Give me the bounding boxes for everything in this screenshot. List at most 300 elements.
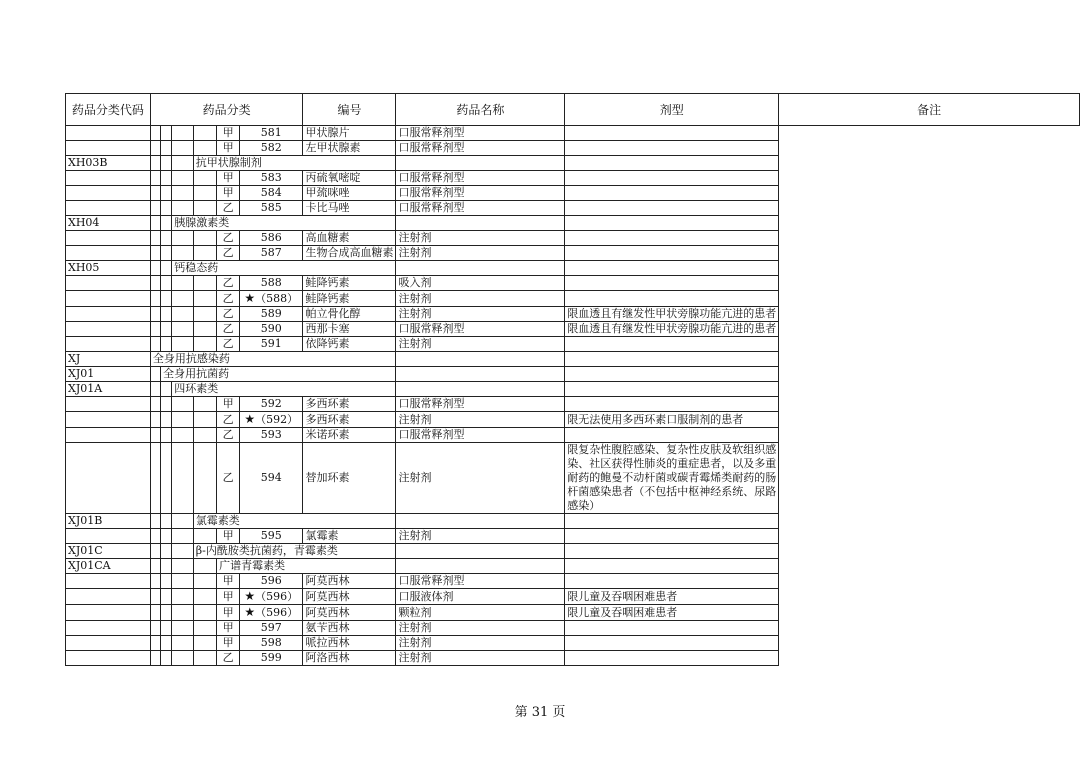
dosage-form: 口服常释剂型 — [396, 397, 565, 412]
code-cell — [66, 443, 151, 514]
indent-cell — [193, 186, 216, 201]
drug-number: 583 — [260, 171, 282, 184]
header-drug-name: 药品名称 — [396, 94, 565, 126]
remark-text — [565, 291, 779, 307]
drug-number: 593 — [260, 428, 282, 441]
code-cell — [66, 636, 151, 651]
indent-cell — [150, 621, 160, 636]
drug-number: 581 — [260, 126, 282, 139]
drug-name: 帕立骨化醇 — [303, 307, 396, 322]
dosage-form: 注射剂 — [396, 337, 565, 352]
code-cell — [66, 589, 151, 605]
grade-cell: 乙 — [217, 307, 240, 322]
indent-cell — [150, 261, 160, 276]
indent-cell — [150, 171, 160, 186]
dosage-form: 口服常释剂型 — [396, 322, 565, 337]
header-category: 药品分类 — [150, 94, 303, 126]
dosage-form: 注射剂 — [396, 412, 565, 428]
indent-cell — [150, 636, 160, 651]
indent-cell — [193, 141, 216, 156]
remark-cell — [565, 544, 779, 559]
remark-cell — [565, 216, 779, 231]
indent-cell — [193, 231, 216, 246]
number-cell — [240, 276, 303, 291]
indent-cell — [172, 322, 194, 337]
drug-row — [66, 605, 1080, 621]
indent-cell — [150, 291, 160, 307]
remark-text: 限无法使用多西环素口服制剂的患者 — [565, 412, 779, 428]
drug-number: 595 — [260, 529, 282, 542]
indent-cell — [150, 529, 160, 544]
dosage-form: 口服液体剂 — [396, 589, 565, 605]
indent-cell — [172, 651, 194, 666]
category-code: XH03B — [66, 156, 151, 171]
drug-row — [66, 126, 1080, 141]
drug-number: （592） — [255, 413, 299, 426]
drug-name: 卡比马唑 — [303, 201, 396, 216]
number-cell — [240, 443, 303, 514]
drug-row — [66, 428, 1080, 443]
indent-cell — [161, 514, 172, 529]
indent-cell — [172, 559, 194, 574]
star-icon: ★ — [244, 412, 256, 426]
category-code: XJ01 — [66, 367, 151, 382]
dosage-form: 吸入剂 — [396, 276, 565, 291]
indent-cell — [161, 186, 172, 201]
indent-cell — [172, 636, 194, 651]
remark-text — [565, 529, 779, 544]
category-code: XJ — [66, 352, 151, 367]
indent-cell — [150, 337, 160, 352]
indent-cell — [161, 171, 172, 186]
indent-cell — [172, 156, 194, 171]
grade-cell: 乙 — [217, 651, 240, 666]
drug-name: 高血糖素 — [303, 231, 396, 246]
remark-text: 限血透且有继发性甲状旁腺功能亢进的患者 — [565, 307, 779, 322]
indent-cell — [161, 428, 172, 443]
drug-name: 多西环素 — [303, 412, 396, 428]
indent-cell — [193, 276, 216, 291]
code-cell — [66, 529, 151, 544]
code-cell — [66, 605, 151, 621]
indent-cell — [193, 529, 216, 544]
remark-text: 限复杂性腹腔感染、复杂性皮肤及软组织感染、社区获得性肺炎的重症患者，以及多重耐药的鲍曼不动杆菌或碳青霉烯类耐药的肠杆菌感染患者（不包括中枢神经系统、尿路感染） — [565, 443, 779, 514]
indent-cell — [172, 141, 194, 156]
grade-cell: 甲 — [217, 171, 240, 186]
indent-cell — [172, 171, 194, 186]
number-cell — [240, 397, 303, 412]
dosage-cell — [396, 261, 565, 276]
indent-cell — [150, 216, 160, 231]
category-code: XJ01C — [66, 544, 151, 559]
category-code: XJ01CA — [66, 559, 151, 574]
dosage-form: 口服常释剂型 — [396, 126, 565, 141]
drug-row — [66, 636, 1080, 651]
indent-cell — [193, 605, 216, 621]
drug-name: 甲巯咪唑 — [303, 186, 396, 201]
star-icon: ★ — [244, 605, 256, 619]
category-label: 抗甲状腺制剂 — [193, 156, 396, 171]
dosage-cell — [396, 559, 565, 574]
grade-cell: 乙 — [217, 201, 240, 216]
indent-cell — [161, 636, 172, 651]
dosage-form: 颗粒剂 — [396, 605, 565, 621]
drug-row — [66, 291, 1080, 307]
remark-cell — [565, 382, 779, 397]
grade-cell: 甲 — [217, 574, 240, 589]
drug-name: 阿莫西林 — [303, 574, 396, 589]
code-cell — [66, 186, 151, 201]
category-row — [66, 382, 1080, 397]
code-cell — [66, 412, 151, 428]
remark-cell — [565, 261, 779, 276]
drug-name: 阿莫西林 — [303, 605, 396, 621]
dosage-cell — [396, 382, 565, 397]
number-cell — [240, 126, 303, 141]
indent-cell — [172, 246, 194, 261]
star-icon: ★ — [244, 589, 256, 603]
drug-row — [66, 397, 1080, 412]
indent-cell — [193, 126, 216, 141]
number-cell — [240, 428, 303, 443]
dosage-form: 口服常释剂型 — [396, 428, 565, 443]
drug-row — [66, 574, 1080, 589]
category-row — [66, 544, 1080, 559]
indent-cell — [193, 337, 216, 352]
remark-text — [565, 574, 779, 589]
indent-cell — [172, 276, 194, 291]
drug-row — [66, 276, 1080, 291]
grade-cell: 乙 — [217, 337, 240, 352]
drug-number: 586 — [260, 231, 282, 244]
category-code: XH04 — [66, 216, 151, 231]
number-cell — [240, 574, 303, 589]
drug-row — [66, 529, 1080, 544]
indent-cell — [172, 428, 194, 443]
number-cell — [240, 589, 303, 605]
indent-cell — [193, 443, 216, 514]
dosage-form: 口服常释剂型 — [396, 201, 565, 216]
indent-cell — [150, 605, 160, 621]
drug-number: 597 — [260, 621, 282, 634]
code-cell — [66, 337, 151, 352]
grade-cell: 甲 — [217, 186, 240, 201]
drug-row — [66, 621, 1080, 636]
drug-row — [66, 201, 1080, 216]
indent-cell — [161, 291, 172, 307]
indent-cell — [193, 621, 216, 636]
drug-name: 米诺环素 — [303, 428, 396, 443]
indent-cell — [172, 126, 194, 141]
drug-name: 鲑降钙素 — [303, 291, 396, 307]
number-cell — [240, 605, 303, 621]
code-cell — [66, 201, 151, 216]
indent-cell — [150, 307, 160, 322]
remark-cell — [565, 156, 779, 171]
indent-cell — [150, 382, 160, 397]
dosage-form: 注射剂 — [396, 621, 565, 636]
indent-cell — [150, 412, 160, 428]
page-number: 第 31 页 — [514, 705, 566, 720]
indent-cell — [193, 559, 216, 574]
category-label: 氯霉素类 — [193, 514, 396, 529]
drug-number: 591 — [260, 337, 282, 350]
indent-cell — [161, 261, 172, 276]
drug-row — [66, 322, 1080, 337]
indent-cell — [172, 589, 194, 605]
indent-cell — [161, 307, 172, 322]
indent-cell — [193, 412, 216, 428]
indent-cell — [161, 337, 172, 352]
indent-cell — [172, 412, 194, 428]
indent-cell — [150, 544, 160, 559]
indent-cell — [161, 231, 172, 246]
drug-number: 588 — [260, 276, 282, 289]
grade-cell: 甲 — [217, 529, 240, 544]
remark-text: 限血透且有继发性甲状旁腺功能亢进的患者 — [565, 322, 779, 337]
number-cell — [240, 201, 303, 216]
remark-cell — [565, 367, 779, 382]
indent-cell — [193, 397, 216, 412]
code-cell — [66, 397, 151, 412]
indent-cell — [193, 322, 216, 337]
header-dosage-form: 剂型 — [565, 94, 779, 126]
drug-name: 西那卡塞 — [303, 322, 396, 337]
code-cell — [66, 651, 151, 666]
remark-text: 限儿童及吞咽困难患者 — [565, 589, 779, 605]
header-number: 编号 — [303, 94, 396, 126]
code-cell — [66, 621, 151, 636]
category-code: XJ01B — [66, 514, 151, 529]
grade-cell: 甲 — [217, 589, 240, 605]
indent-cell — [172, 443, 194, 514]
indent-cell — [150, 651, 160, 666]
drug-number: （596） — [255, 590, 299, 603]
category-label: 全身用抗菌药 — [161, 367, 396, 382]
indent-cell — [193, 291, 216, 307]
code-cell — [66, 141, 151, 156]
indent-cell — [150, 428, 160, 443]
drug-row — [66, 443, 1080, 514]
grade-cell: 甲 — [217, 605, 240, 621]
dosage-form: 注射剂 — [396, 529, 565, 544]
dosage-cell — [396, 367, 565, 382]
drug-name: 左甲状腺素 — [303, 141, 396, 156]
indent-cell — [161, 141, 172, 156]
remark-text — [565, 141, 779, 156]
category-label: β-内酰胺类抗菌药，青霉素类 — [193, 544, 396, 559]
drug-row — [66, 307, 1080, 322]
remark-cell — [565, 352, 779, 367]
dosage-form: 口服常释剂型 — [396, 171, 565, 186]
dosage-form: 注射剂 — [396, 246, 565, 261]
indent-cell — [161, 651, 172, 666]
grade-cell: 乙 — [217, 246, 240, 261]
dosage-form: 注射剂 — [396, 636, 565, 651]
indent-cell — [161, 156, 172, 171]
number-cell — [240, 636, 303, 651]
drug-number: 585 — [260, 201, 282, 214]
indent-cell — [150, 397, 160, 412]
drug-name: 依降钙素 — [303, 337, 396, 352]
indent-cell — [161, 322, 172, 337]
indent-cell — [172, 529, 194, 544]
drug-row — [66, 651, 1080, 666]
number-cell — [240, 291, 303, 307]
code-cell — [66, 231, 151, 246]
indent-cell — [161, 397, 172, 412]
number-cell — [240, 141, 303, 156]
remark-text — [565, 126, 779, 141]
drug-row — [66, 231, 1080, 246]
number-cell — [240, 412, 303, 428]
number-cell — [240, 307, 303, 322]
remark-text: 限儿童及吞咽困难患者 — [565, 605, 779, 621]
dosage-cell — [396, 544, 565, 559]
indent-cell — [150, 186, 160, 201]
drug-number: 599 — [260, 651, 282, 664]
number-cell — [240, 246, 303, 261]
indent-cell — [172, 307, 194, 322]
indent-cell — [161, 559, 172, 574]
grade-cell: 甲 — [217, 636, 240, 651]
indent-cell — [161, 621, 172, 636]
drug-row — [66, 171, 1080, 186]
grade-cell: 乙 — [217, 231, 240, 246]
indent-cell — [172, 514, 194, 529]
number-cell — [240, 621, 303, 636]
indent-cell — [193, 201, 216, 216]
number-cell — [240, 529, 303, 544]
indent-cell — [172, 186, 194, 201]
indent-cell — [150, 126, 160, 141]
dosage-form: 注射剂 — [396, 231, 565, 246]
indent-cell — [150, 367, 160, 382]
drug-name: 甲状腺片 — [303, 126, 396, 141]
dosage-form: 注射剂 — [396, 291, 565, 307]
drug-number: 584 — [260, 186, 282, 199]
indent-cell — [150, 246, 160, 261]
indent-cell — [150, 589, 160, 605]
indent-cell — [172, 231, 194, 246]
remark-text — [565, 651, 779, 666]
indent-cell — [161, 201, 172, 216]
indent-cell — [172, 201, 194, 216]
code-cell — [66, 171, 151, 186]
category-row — [66, 156, 1080, 171]
dosage-cell — [396, 216, 565, 231]
indent-cell — [161, 574, 172, 589]
code-cell — [66, 322, 151, 337]
category-label: 全身用抗感染药 — [150, 352, 396, 367]
category-row — [66, 261, 1080, 276]
grade-cell: 甲 — [217, 126, 240, 141]
indent-cell — [161, 412, 172, 428]
category-label: 广谱青霉素类 — [217, 559, 396, 574]
drug-name: 鲑降钙素 — [303, 276, 396, 291]
drug-number: 598 — [260, 636, 282, 649]
drug-number: 590 — [260, 322, 282, 335]
indent-cell — [172, 621, 194, 636]
drug-name: 氯霉素 — [303, 529, 396, 544]
drug-row — [66, 337, 1080, 352]
indent-cell — [193, 428, 216, 443]
drug-number: 587 — [260, 246, 282, 259]
grade-cell: 乙 — [217, 322, 240, 337]
indent-cell — [150, 276, 160, 291]
indent-cell — [161, 246, 172, 261]
indent-cell — [150, 201, 160, 216]
indent-cell — [161, 529, 172, 544]
remark-text — [565, 337, 779, 352]
indent-cell — [161, 382, 172, 397]
table-body — [66, 126, 1080, 666]
indent-cell — [193, 171, 216, 186]
category-code: XH05 — [66, 261, 151, 276]
indent-cell — [150, 322, 160, 337]
indent-cell — [172, 337, 194, 352]
drug-name: 丙硫氧嘧啶 — [303, 171, 396, 186]
indent-cell — [150, 559, 160, 574]
indent-cell — [193, 651, 216, 666]
category-label: 四环素类 — [172, 382, 396, 397]
indent-cell — [161, 276, 172, 291]
number-cell — [240, 186, 303, 201]
dosage-form: 注射剂 — [396, 307, 565, 322]
header-remarks: 备注 — [779, 94, 1080, 126]
code-cell — [66, 246, 151, 261]
category-row — [66, 216, 1080, 231]
drug-row — [66, 589, 1080, 605]
indent-cell — [161, 216, 172, 231]
indent-cell — [161, 589, 172, 605]
indent-cell — [193, 307, 216, 322]
indent-cell — [172, 397, 194, 412]
indent-cell — [161, 443, 172, 514]
drug-name: 替加环素 — [303, 443, 396, 514]
indent-cell — [193, 636, 216, 651]
drug-number: 582 — [260, 141, 282, 154]
number-cell — [240, 322, 303, 337]
indent-cell — [150, 574, 160, 589]
remark-text — [565, 231, 779, 246]
category-row — [66, 559, 1080, 574]
dosage-form: 口服常释剂型 — [396, 574, 565, 589]
indent-cell — [172, 574, 194, 589]
header-row — [66, 94, 1080, 126]
dosage-cell — [396, 352, 565, 367]
drug-number: 594 — [260, 471, 282, 484]
dosage-form: 注射剂 — [396, 651, 565, 666]
code-cell — [66, 428, 151, 443]
drug-catalog-table — [65, 93, 1080, 666]
remark-text — [565, 276, 779, 291]
drug-number: 596 — [260, 574, 282, 587]
drug-row — [66, 246, 1080, 261]
category-row — [66, 514, 1080, 529]
indent-cell — [172, 605, 194, 621]
category-row — [66, 367, 1080, 382]
remark-text — [565, 621, 779, 636]
indent-cell — [150, 443, 160, 514]
indent-cell — [150, 156, 160, 171]
remark-text — [565, 636, 779, 651]
number-cell — [240, 651, 303, 666]
dosage-cell — [396, 514, 565, 529]
drug-name: 氨苄西林 — [303, 621, 396, 636]
remark-cell — [565, 559, 779, 574]
indent-cell — [150, 231, 160, 246]
